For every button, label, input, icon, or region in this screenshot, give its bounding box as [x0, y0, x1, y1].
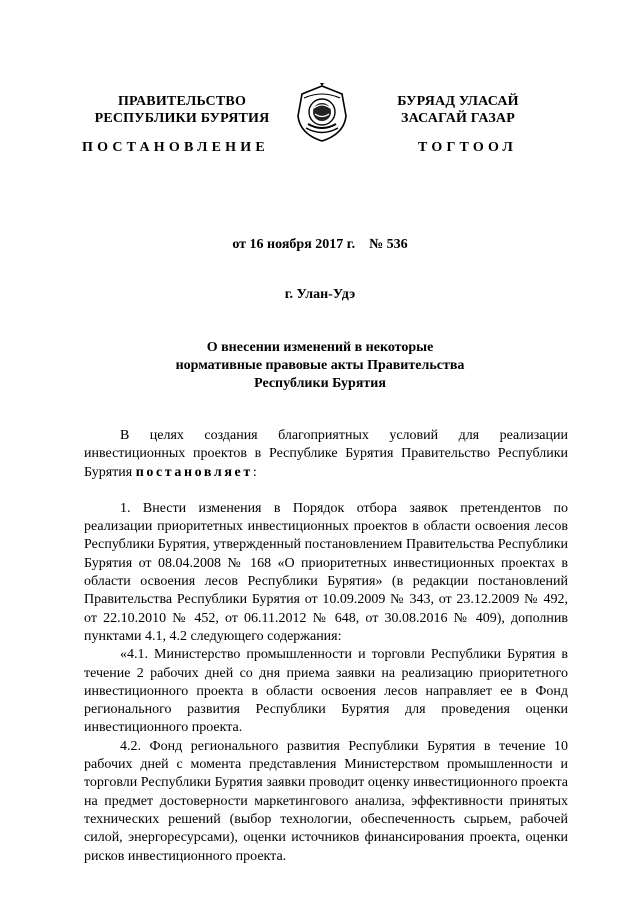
- header-right-block: [378, 93, 538, 127]
- paragraph-4-1: «4.1. Министерство промышленности и торговли Республики Бурятия в течение 2 рабочих дней со дня приема заявки на реализацию приоритетного инвестиционного проекта в области освоения лесов направляет ее в Фонд регионального развития Республики Бурятия для проведения оценки инвестиционного проекта.: [84, 647, 568, 736]
- government-name-line1: ПРАВИТЕЛЬСТВО: [117, 94, 247, 109]
- document-date-number: от 16 ноября 2017 г. № 536: [232, 237, 408, 252]
- title-line1: О внесении изменений в некоторые: [206, 340, 434, 355]
- document-city: г. Улан-Удэ: [284, 287, 356, 302]
- intro-text: В целях создания благоприятных условий для реализации инвестиционных проектов в Республике Бурятия Правительство Республики Бурятия: [84, 428, 568, 480]
- intro-emphasis: постановляет: [135, 464, 253, 480]
- title-line2: нормативные правовые акты Правительства: [175, 358, 465, 373]
- government-name-line2: РЕСПУБЛИКИ БУРЯТИЯ: [94, 111, 270, 126]
- intro-paragraph: [84, 427, 568, 482]
- government-name-buryat-line2: ЗАСАГАЙ ГАЗАР: [400, 111, 515, 126]
- paragraph-4-2: 4.2. Фонд регионального развития Республики Бурятия в течение 10 рабочих дней с момента представления Министерством промышленности и торговли Республики Бурятия заявки проводит оценку инвестиционного проекта на предмет достоверности маркетингового анализа, эффективности принятых технических решений (выбор технологии, обеспеченность сырьем, рабочей силой, энергоресурсами), оценки источников финансирования проекта, оценки рисков инвестиционного проекта.: [84, 738, 568, 864]
- intro-end: :: [252, 464, 257, 480]
- document-type-left: ПОСТАНОВЛЕНИЕ: [82, 140, 269, 155]
- coat-of-arms-icon: [292, 82, 352, 144]
- title-line3: Республики Бурятия: [254, 376, 386, 391]
- document-body: [84, 427, 568, 866]
- paragraph-1: 1. Внести изменения в Порядок отбора заявок претендентов по реализации приоритетных инвестиционных проектов в области освоения лесов Республики Бурятия, утвержденный постановлением Правительства Республики Бурятия от 08.04.2008 № 168 «О приоритетных инвестиционных проектах в области освоения лесов Республики Бурятия» (в редакции постановлений Правительства Республики Бурятия от 10.09.2009 № 343, от 23.12.2009 № 492, от 22.10.2010 № 452, от 06.11.2012 № 648, от 30.08.2016 № 409), дополнив пунктами 4.1, 4.2 следующего содержания:: [84, 500, 568, 644]
- document-type-right: ТОГТООЛ: [418, 140, 518, 155]
- header-left-block: [92, 93, 272, 127]
- government-name-buryat-line1: БУРЯАД УЛАСАЙ: [397, 94, 519, 109]
- document-title: [0, 339, 640, 393]
